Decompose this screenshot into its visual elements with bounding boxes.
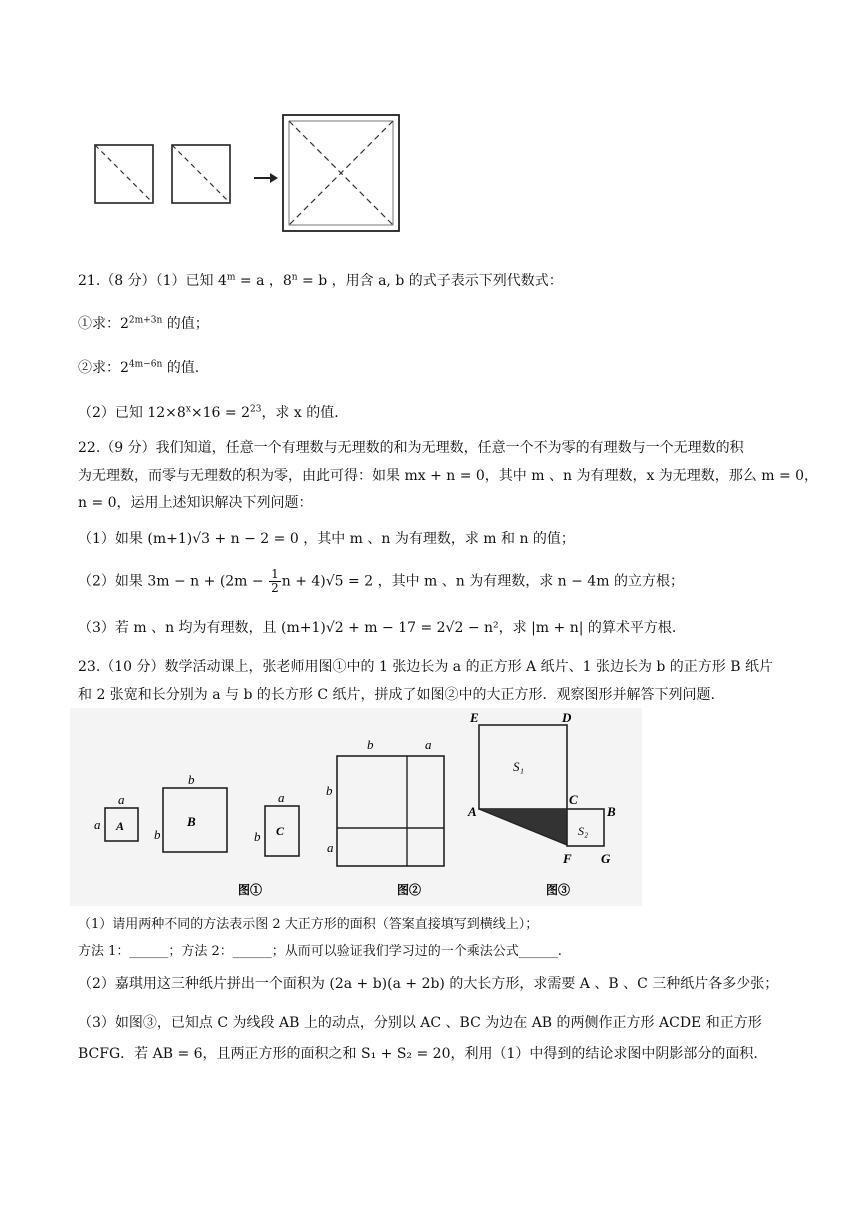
q21-part3: （2）已知 $12\times 8^x\times 16 = 2^{23}$，求 x 的值. (78, 404, 339, 421)
label-a-side-fig2: a (327, 840, 334, 855)
svg-text:A: A (116, 819, 125, 833)
svg-text:B: B (187, 814, 196, 829)
q23-part1-blanks: 方法 1：______；方法 2：______；从而可以验证我们学习过的一个乘法公式______. (78, 944, 562, 959)
q22-part2: （2）如果 3m − n + (2m − $\frac{1}{2}$ n + 4)√5 = 2 ，其中 m 、n 为有理数，求 n − 4m 的立方根； (78, 567, 684, 595)
q23-stem-line2: 和 2 张宽和长分别为 a 与 b 的长方形 C 纸片，拼成了如图②中的大正方形．观察图形并解答下列问题. (78, 687, 715, 703)
q23-part1: （1）请用两种不同的方法表示图 2 大正方形的面积（答案直接填写到横线上）； (78, 917, 539, 932)
point-G: G (601, 851, 611, 866)
svg-text:C: C (276, 824, 285, 838)
q21-part2: ②求：$2^{4m-6n}$ 的值. (78, 359, 200, 376)
label-b-side-fig2: b (326, 783, 333, 798)
fraction-denominator: 2 (271, 581, 279, 595)
q23-part3-line2: BCFG．若 AB = 6，且两正方形的面积之和 S₁ + S₂ = 20，利用（1）中得到的结论求图中阴影部分的面积. (78, 1046, 758, 1062)
label-b-fig2: b (367, 737, 374, 752)
point-D: D (562, 710, 572, 725)
q22-part3: （3）若 m 、n 均为有理数，且 (m+1)√2 + m − 17 = 2√2 − n²，求 |m + n| 的算术平方根. (78, 620, 677, 636)
q22-stem-line2: 为无理数，而零与无理数的积为零，由此可得：如果 mx + n = 0，其中 m 、n 为有理数，x 为无理数，那么 m = 0， (78, 468, 819, 484)
label-b-left: b (154, 827, 161, 842)
caption-fig1: 图① (238, 883, 263, 897)
q23-stem-line1: 23.（10 分）数学活动课上，张老师用图①中的 1 张边长为 a 的正方形 A 纸片、1 张边长为 b 的正方形 B 纸片 (78, 659, 774, 675)
q22-part1: （1）如果 (m+1)√3 + n − 2 = 0 ，其中 m 、n 为有理数，求 m 和 n 的值； (78, 531, 575, 547)
q22-stem-line3: n = 0，运用上述知识解决下列问题： (78, 495, 313, 511)
point-B: B (607, 804, 616, 819)
label-a-top: a (118, 792, 125, 807)
q22-stem-line1: 22.（9 分）我们知道，任意一个有理数与无理数的和为无理数，任意一个不为零的有理数与一个无理数的积 (78, 440, 744, 456)
q21-stem: 21.（8 分）（1）已知 $4^m = a$ ，$8^n = b$ ，用含 a, b 的式子表示下列代数式： (78, 272, 563, 289)
point-E: E (470, 710, 479, 725)
caption-fig2: 图② (397, 883, 422, 897)
folding-squares-figure (90, 110, 410, 250)
point-A: A (468, 804, 477, 819)
q23-part2: （2）嘉琪用这三种纸片拼出一个面积为 (2a + b)(a + 2b) 的大长方形，求需要 A 、B 、C 三种纸片各多少张； (78, 976, 779, 992)
area-S1: S₁ (513, 759, 525, 774)
caption-fig3: 图③ (546, 883, 571, 897)
label-a-c: a (278, 790, 285, 805)
label-b-top: b (188, 772, 195, 787)
q23-part3-line1: （3）如图③，已知点 C 为线段 AB 上的动点，分别以 AC 、BC 为边在 AB 的两侧作正方形 ACDE 和正方形 (78, 1015, 762, 1031)
fraction-numerator: 1 (271, 567, 279, 581)
label-b-c: b (254, 829, 261, 844)
paper-pieces-figure (70, 708, 642, 906)
area-S2: S₂ (578, 824, 589, 838)
point-F: F (563, 851, 572, 866)
label-a-fig2: a (425, 737, 432, 752)
point-C: C (569, 792, 578, 807)
q21-part1: ①求：$2^{2m+3n}$ 的值； (78, 315, 209, 332)
label-a-left: a (94, 817, 101, 832)
